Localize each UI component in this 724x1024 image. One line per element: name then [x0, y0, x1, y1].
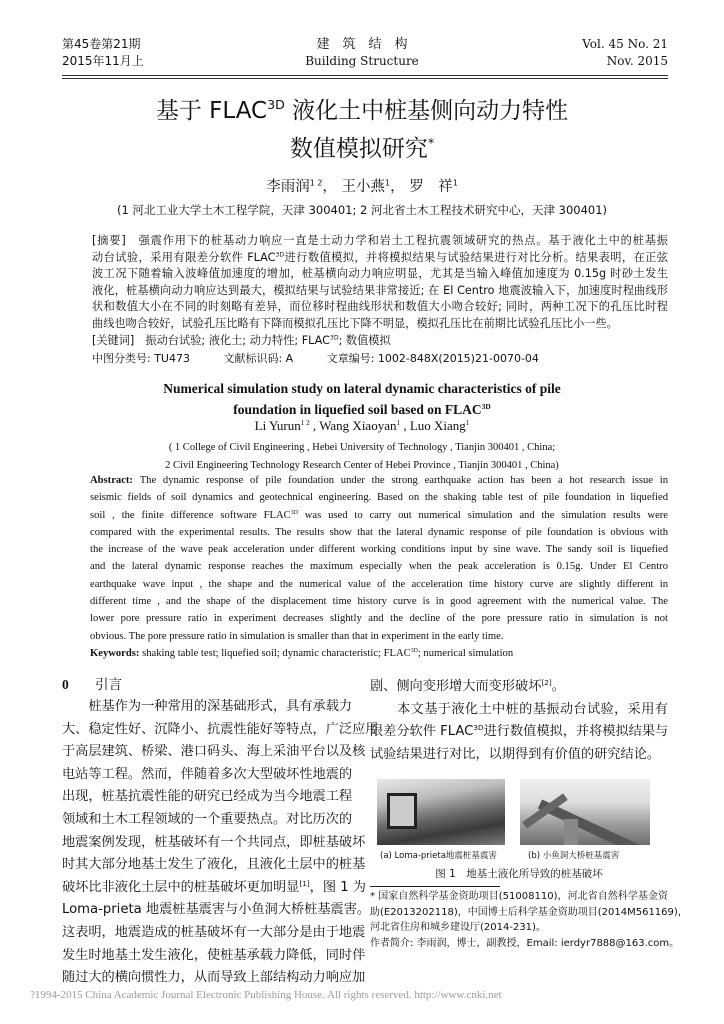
- title-en-line: Numerical simulation study on lateral dynamic characteristics of pile: [163, 381, 561, 396]
- author-name: 王小燕: [341, 179, 386, 195]
- text-line: 波工况下随着输入波峰值加速度的增加，桩基横向动力响应明显，尤其是当输入峰值加速度为 0.15g 时砂土发生: [92, 267, 668, 281]
- author-affil: 1: [465, 419, 470, 427]
- section-title: 引言: [95, 677, 123, 693]
- section-heading: [62, 673, 122, 693]
- text-line: 河北省住房和城乡建设厅(2014-231)。: [370, 922, 546, 933]
- text-line: 剧、侧向变形增大而变形破坏[2]。: [370, 677, 565, 694]
- text-line: 于高层建筑、桥梁、港口码头、海上采油平台以及核: [62, 744, 366, 760]
- keywords-zh: [92, 333, 391, 350]
- paper-title-en: [0, 378, 724, 420]
- text-line: 电站等工程。然而，伴随着多次大型破坏性地震的: [62, 766, 353, 782]
- superscript: 3D: [473, 723, 484, 733]
- section-number: 0: [62, 677, 69, 692]
- superscript: 3D: [329, 334, 339, 342]
- text-line: [关键词] 振动台试验; 液化土; 动力特性; $FLAC^{3D}$; 数值模拟: [92, 334, 391, 347]
- paper-title-zh: [0, 92, 724, 168]
- header-rule-thin: [62, 78, 668, 79]
- label-bold: Abstract:: [90, 475, 140, 486]
- author-affil: 1: [385, 178, 391, 188]
- text-line: seismic fields of soil dynamics and geotechnical engineering. Based on the shaking table test of pile foundation in liquefied: [90, 492, 668, 504]
- text-line: 桩基作为一种常用的深基础形式，具有承载力: [62, 699, 353, 714]
- footnote-rule: [370, 886, 500, 887]
- text-line: 作者简介: 李雨润，博士，副教授，Email: ierdyr7888@163.com。: [370, 937, 680, 949]
- footnote: [370, 889, 688, 951]
- title-en-line: foundation in liquefied soil based on FLAC: [233, 402, 482, 417]
- text-line: lower pore pressure ratio in experiment decreases slightly and the decline of the pore pressure ratio in simulation is not: [90, 613, 668, 625]
- text-line: 试验结果进行对比，以期得到有价值的研究结论。: [370, 746, 661, 762]
- header-rule: [62, 75, 668, 76]
- text-line: 出现，桩基抗震性能的研究已经成为当今地震工程: [62, 789, 353, 805]
- superscript: [1]: [299, 878, 310, 888]
- affiliation-zh: (1 河北工业大学土木工程学院，天津 300401; 2 河北省土木工程技术研究中心，天津 300401): [116, 203, 608, 217]
- text-line: 曲线也吻合较好，试验孔压比略有下降而模拟孔压比下降不明显，模拟孔压比在前期比试验孔压比小一些。: [92, 316, 618, 330]
- copyright-footer: ?1994-2015 China Academic Journal Electronic Publishing House. All rights reserved. http://www.cnki.net: [30, 989, 502, 1001]
- text-line: 破坏比非液化土层中的桩基破坏更加明显[1]，图 1 为: [62, 878, 366, 895]
- abstract-en: [90, 472, 668, 645]
- author-name: Wang Xiaoyan: [319, 418, 397, 433]
- title-footnote-mark: *: [427, 135, 435, 151]
- text-line: Loma-prieta 地震桩基震害与小鱼洞大桥桩基震害。: [62, 902, 371, 918]
- keywords-en: [90, 645, 668, 662]
- text-line: [摘要] 强震作用下的桩基动力响应一直是土动力学和岩土工程抗震领域研究的热点。基于液化土中的桩基振: [92, 234, 668, 247]
- document-code: 文献标识码: A: [223, 352, 294, 365]
- text-line: and the lateral dynamic response reaches the maximum especially when the peak acceleration is 0.15g. Under El Centro: [90, 561, 668, 573]
- text-line: 助(E2013202118)，中国博士后科学基金资助项目(2014M561169)，: [370, 906, 688, 918]
- body-text-left: [62, 696, 379, 990]
- superscript: [2]: [541, 677, 552, 687]
- text-line: 液化，桩基横向动力响应达到最大，模拟结果与试验结果非常接近; 在 El Centro 地震波输入下，加速度时程曲线形: [92, 283, 668, 297]
- author-name: Li Yurun: [254, 418, 301, 433]
- superscript: 3D: [410, 647, 418, 654]
- title-en-sup: 3D: [481, 401, 491, 411]
- text-line: different time , and the shape of the displacement time history curve is in good agreement with the numerical value. The: [90, 596, 668, 608]
- text-line: 本文基于液化土中桩的基振动台试验，采用有: [370, 701, 668, 717]
- affiliation-en: [0, 439, 724, 475]
- clc-number: 中图分类号: TU473: [92, 352, 190, 365]
- issue-volume: 第45卷第21期: [62, 37, 141, 51]
- issue-date-en: Nov. 2015: [606, 54, 668, 68]
- affiliation-en-line: 2 Civil Engineering Technology Research Center of Hebei Province , Tianjin 300401 , China): [165, 460, 559, 471]
- text-line: 限差分软件 $FLAC^{3D}$进行数值模拟，并将模拟结果与: [370, 723, 669, 740]
- figure-caption: 图 1 地基土液化所导致的桩基破坏: [435, 868, 603, 880]
- text-line: the increase of the wave peak acceleration under different working conditions input by sine wave. The sandy soil is liquefied: [90, 544, 668, 556]
- figure-image-b: [520, 779, 650, 845]
- figure-subcaption-b: (b) 小鱼洞大桥桩基震害: [528, 851, 620, 861]
- text-line: 动台试验，采用有限差分软件 $FLAC^{3D}$进行数值模拟，并将模拟结果与试验结果进行对比分析。结果表明，在正弦: [92, 250, 668, 264]
- figure-image-a: [377, 779, 505, 845]
- label-bold: Keywords:: [90, 648, 143, 659]
- text-line: 领域和土木工程领域的一个重要热点。对比历次的: [62, 811, 353, 827]
- superscript: 3D: [275, 251, 285, 259]
- journal-name-en: Building Structure: [305, 54, 419, 68]
- abstract-zh: [92, 233, 668, 333]
- text-line: 时其大部分地基土发生了液化，且液化土层中的桩基: [62, 857, 366, 873]
- title-part: 基于 FLAC: [155, 98, 268, 124]
- text-line: soil , the finite difference software $FLAC^{3D}$ was used to carry out numerical simulation and the simulation results were: [90, 509, 668, 521]
- text-line: 随过大的横向惯性力，从而导致上部结构动力响应加: [62, 970, 366, 986]
- journal-name-zh: 建 筑 结 构: [316, 37, 408, 52]
- author-name: Luo Xiang: [409, 418, 466, 433]
- title-part: 数值模拟研究: [289, 136, 428, 162]
- author-affil: 1 2: [309, 178, 323, 188]
- author-affil: 1: [452, 178, 458, 188]
- body-text-right: [370, 676, 668, 766]
- author-name: 罗 祥: [409, 179, 453, 195]
- figure-subcaption-a: (a) Loma-prieta地震桩基震害: [380, 851, 497, 861]
- text-line: * 国家自然科学基金资助项目(51008110)，河北省自然科学基金资: [370, 891, 668, 902]
- issue-volume-en: Vol. 45 No. 21: [582, 37, 668, 51]
- affiliation-en-line: ( 1 College of Civil Engineering , Hebei University of Technology , Tianjin 300401 , China;: [168, 442, 556, 453]
- authors-en: Li Yurun$^{1 2}$ , Wang Xiaoyan$^1$ , Luo Xiang$^1$: [254, 418, 470, 433]
- author-affil: 1 2: [300, 419, 310, 427]
- authors-zh: 李雨润$^{1 2}$， 王小燕$^1$， 罗 祥$^1$: [266, 178, 458, 195]
- superscript: 3D: [290, 509, 298, 516]
- text-line: Keywords: shaking table test; liquefied soil; dynamic characteristic; $FLAC^{3D}$; numerical simulation: [90, 647, 514, 659]
- journal-issue-en: [582, 36, 668, 70]
- title-sup: 3D: [267, 97, 285, 113]
- text-line: obvious. The pore pressure ratio in simulation is smaller than that in experiment in the early time.: [90, 630, 504, 642]
- text-line: Abstract: The dynamic response of pile foundation under the strong earthquake action has been a hot research issue in: [90, 475, 668, 486]
- text-line: 地震案例发现，桩基破坏有一个共同点，即桩基破坏: [62, 834, 366, 850]
- text-line: 大、稳定性好、沉降小、抗震性能好等特点，广泛应用: [62, 721, 379, 737]
- classification-info: [92, 351, 539, 367]
- text-line: compared with the experimental results. The results show that the lateral dynamic response of pile foundation is obvious with: [90, 526, 668, 538]
- author-name: 李雨润: [266, 179, 310, 195]
- text-line: 发生时地基土发生液化，使桩基承载力降低，同时伴: [62, 947, 366, 963]
- title-part: 液化土中桩基侧向动力特性: [284, 98, 569, 124]
- text-line: earthquake wave input , the shape and the numerical value of the acceleration time history curve are slightly different in: [90, 578, 668, 590]
- article-number: 文章编号: 1002-848X(2015)21-0070-04: [326, 352, 539, 365]
- text-line: 状和数值大小在不同的时刻略有差异，而位移时程曲线形状和数值大小吻合较好; 同时，两种工况下的孔压比时程: [92, 300, 668, 314]
- text-line: 这表明，地震造成的桩基破坏有一大部分是由于地震: [62, 924, 366, 940]
- author-affil: 1: [396, 419, 401, 427]
- issue-date: 2015年11月上: [62, 54, 144, 68]
